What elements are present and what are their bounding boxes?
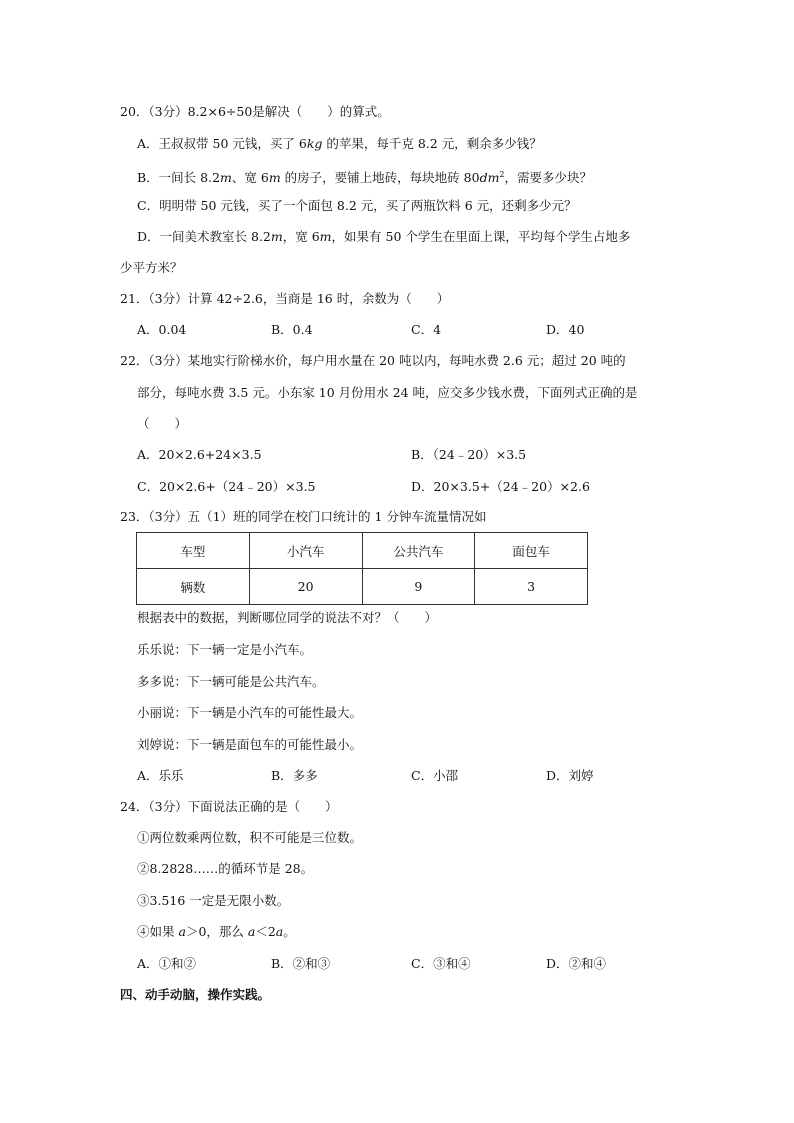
q20-stem: 20．（3分）8.2×6÷50是解决（ ）的算式。 [120, 104, 390, 119]
q21-option-d: D．40 [546, 322, 585, 337]
q20-option-a: A．王叔叔带 50 元钱，买了 6kg 的苹果，每千克 8.2 元，剩余多少钱？ [137, 136, 542, 151]
table-header-cell: 车型 [137, 533, 250, 569]
q24-statement-4: ④如果 a＞0，那么 a＜2a。 [137, 924, 296, 939]
q22-option-a: A．20×2.6+24×3.5 [137, 447, 262, 462]
q20-option-d-continued: 少平方米？ [120, 260, 183, 275]
q23-statement: 刘婷说：下一辆是面包车的可能性最小。 [137, 737, 363, 752]
q22-stem-line2: 部分，每吨水费 3.5 元。小东家 10 月份用水 24 吨，应交多少钱水费，下面列式正确的是 [137, 385, 638, 400]
q24-option-d: D．②和④ [546, 956, 607, 971]
q22-option-c: C．20×2.6+（24﹣20）×3.5 [137, 479, 316, 494]
q24-option-c: C．③和④ [411, 956, 471, 971]
q23-option-c: C．小邵 [411, 768, 459, 783]
q23-statement: 小丽说：下一辆是小汽车的可能性最大。 [137, 705, 363, 720]
q23-option-d: D．刘婷 [546, 768, 594, 783]
q22-stem: 22．（3分）某地实行阶梯水价，每户用水量在 20 吨以内，每吨水费 2.6 元；超过 20 吨的 [120, 353, 626, 368]
q23-stem: 23．（3分）五（1）班的同学在校门口统计的 1 分钟车流量情况如 [120, 509, 487, 524]
q21-option-b: B．0.4 [271, 322, 313, 337]
q22-stem-line3: （ ） [137, 416, 188, 431]
table-cell: 3 [475, 569, 588, 605]
q23-option-b: B．多多 [271, 768, 318, 783]
q21-stem: 21．（3分）计算 42÷2.6，当商是 16 时，余数为（ ） [120, 291, 450, 306]
q22-option-b: B．（24﹣20）×3.5 [411, 447, 527, 462]
table-header-cell: 小汽车 [249, 533, 362, 569]
q23-statement: 乐乐说：下一辆一定是小汽车。 [137, 642, 313, 657]
table-cell: 辆数 [137, 569, 250, 605]
q24-statement-3: ③3.516 一定是无限小数。 [137, 893, 290, 908]
table-cell: 20 [249, 569, 362, 605]
q21-option-c: C．4 [411, 322, 442, 337]
traffic-table [136, 532, 588, 605]
q23-statement: 多多说：下一辆可能是公共汽车。 [137, 674, 325, 689]
q20-option-c: C．明明带 50 元钱，买了一个面包 8.2 元，买了两瓶饮料 6 元，还剩多少元？ [137, 198, 577, 213]
q24-stem: 24．（3分）下面说法正确的是（ ） [120, 799, 338, 814]
q21-option-a: A．0.04 [137, 322, 187, 337]
q24-statement-2: ②8.2828……的循环节是 28。 [137, 861, 314, 876]
table-header-cell: 面包车 [475, 533, 588, 569]
q22-option-d: D．20×3.5+（24﹣20）×2.6 [411, 479, 590, 494]
table-cell: 9 [362, 569, 475, 605]
table-header-cell: 公共汽车 [362, 533, 475, 569]
section-heading: 四、动手动脑，操作实践。 [120, 987, 271, 1002]
q20-option-b: B．一间长 8.2m、宽 6m 的房子，要铺上地砖，每块地砖 $80dm^2$，需要多少块？ [137, 170, 593, 186]
q24-statement-1: ①两位数乘两位数，积不可能是三位数。 [137, 830, 363, 845]
table-row [137, 569, 588, 605]
table-row [137, 533, 588, 569]
q20-option-d: D．一间美术教室长 8.2m，宽 6m，如果有 50 个学生在里面上课，平均每个学生占地多 [137, 229, 631, 244]
q23-prompt: 根据表中的数据，判断哪位同学的说法不对？（ ） [137, 610, 438, 625]
q24-option-a: A．①和② [137, 956, 197, 971]
q24-option-b: B．②和③ [271, 956, 331, 971]
q23-option-a: A．乐乐 [137, 768, 184, 783]
